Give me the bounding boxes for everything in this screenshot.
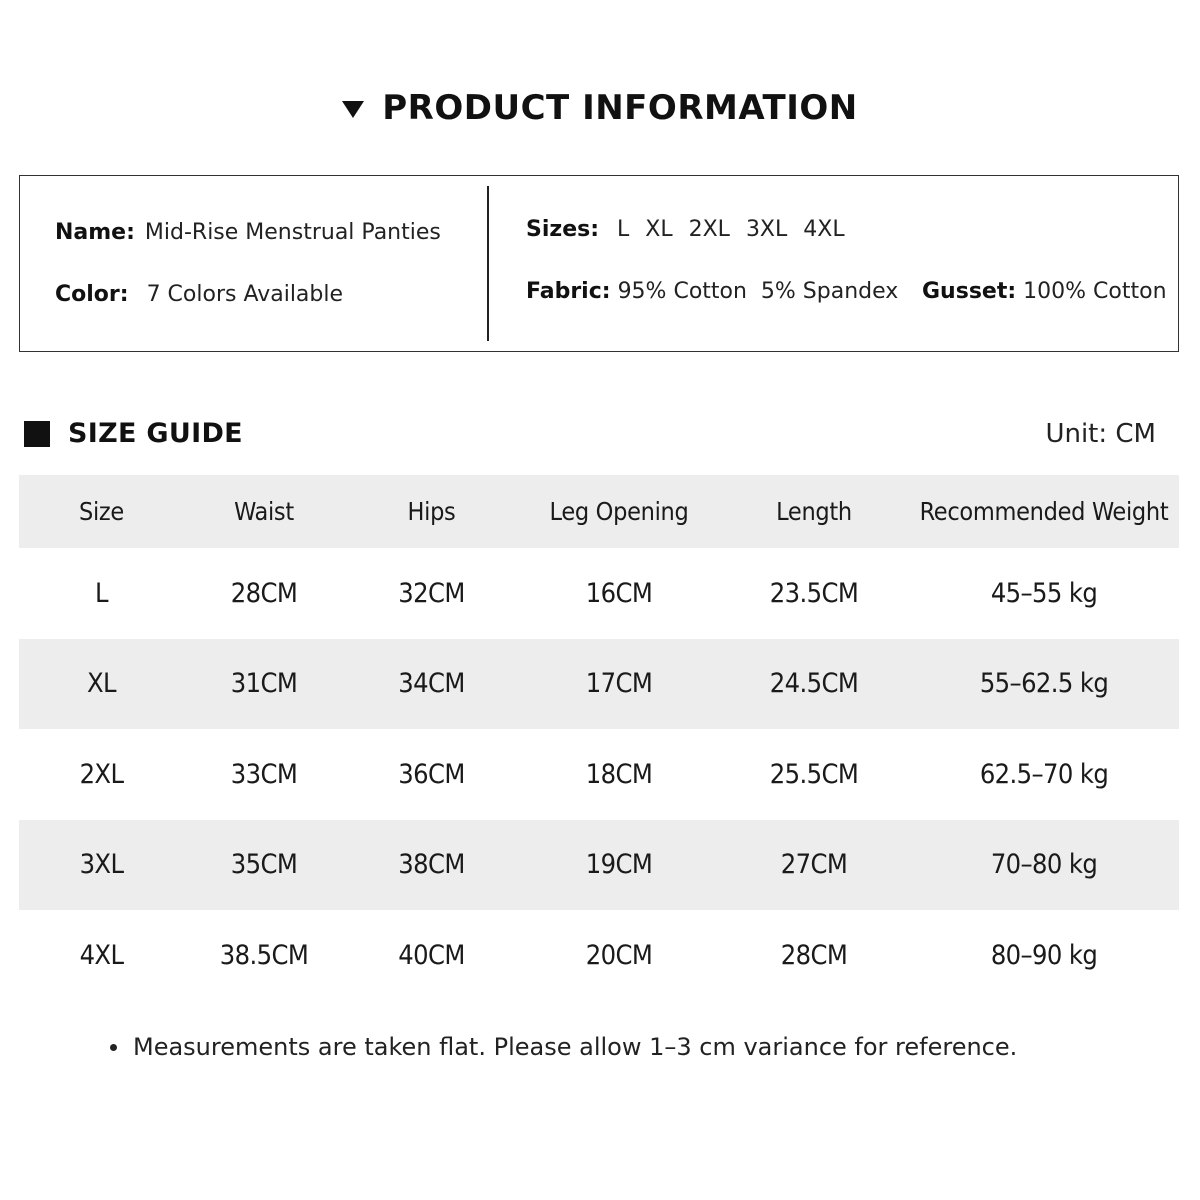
product-name-line bbox=[55, 220, 441, 245]
table-row bbox=[19, 639, 1179, 730]
table-cell: L bbox=[95, 577, 108, 609]
page-title: PRODUCT INFORMATION bbox=[382, 88, 858, 128]
size-guide-title-group bbox=[24, 418, 243, 449]
fabric-value: 95% Cotton 5% Spandex bbox=[617, 279, 899, 304]
unit-label: Unit: CM bbox=[1045, 418, 1156, 449]
table-cell: 24.5CM bbox=[769, 668, 859, 700]
table-row bbox=[19, 910, 1179, 1001]
column-header: Waist bbox=[234, 497, 294, 526]
product-fabric-line bbox=[526, 279, 898, 304]
size-option: 4XL bbox=[803, 217, 845, 242]
fabric-label: Fabric: bbox=[526, 279, 611, 304]
table-cell: 31CM bbox=[230, 668, 298, 700]
column-header: Size bbox=[79, 497, 124, 526]
table-row bbox=[19, 729, 1179, 820]
table-cell: 55–62.5 kg bbox=[979, 668, 1109, 700]
table-cell: 17CM bbox=[585, 668, 653, 700]
column-header: Recommended Weight bbox=[919, 497, 1169, 526]
product-sizes-line bbox=[526, 217, 845, 242]
product-color-line bbox=[55, 282, 343, 307]
sizes-label: Sizes: bbox=[526, 217, 600, 242]
table-cell: 45–55 kg bbox=[990, 577, 1098, 609]
table-cell: 34CM bbox=[398, 668, 465, 700]
name-label: Name: bbox=[55, 220, 135, 245]
section-title: SIZE GUIDE bbox=[68, 418, 243, 449]
table-cell: 62.5–70 kg bbox=[979, 758, 1109, 790]
table-cell: 40CM bbox=[398, 939, 465, 971]
color-value: 7 Colors Available bbox=[146, 282, 344, 307]
table-row bbox=[19, 820, 1179, 911]
note-text: Measurements are taken flat. Please allow 1–3 cm variance for reference. bbox=[133, 1033, 1018, 1061]
color-label: Color: bbox=[55, 282, 129, 307]
gusset-value: 100% Cotton bbox=[1023, 279, 1167, 304]
bullet-icon bbox=[110, 1044, 117, 1051]
table-cell: 32CM bbox=[398, 577, 465, 609]
table-cell: 35CM bbox=[230, 849, 298, 881]
table-cell: 2XL bbox=[79, 758, 124, 790]
table-cell: 38.5CM bbox=[219, 939, 309, 971]
table-cell: 25.5CM bbox=[769, 758, 859, 790]
page-header bbox=[0, 88, 1200, 128]
column-header: Leg Opening bbox=[549, 497, 689, 526]
name-value: Mid-Rise Menstrual Panties bbox=[144, 220, 441, 245]
measurement-note bbox=[110, 1033, 1017, 1061]
square-icon bbox=[24, 421, 50, 447]
table-cell: 70–80 kg bbox=[990, 849, 1098, 881]
table-cell: XL bbox=[87, 668, 116, 700]
table-cell: 4XL bbox=[79, 939, 124, 971]
table-cell: 16CM bbox=[585, 577, 653, 609]
table-cell: 27CM bbox=[780, 849, 848, 881]
info-divider bbox=[487, 186, 489, 341]
table-header-row bbox=[19, 475, 1179, 548]
table-cell: 28CM bbox=[230, 577, 298, 609]
column-header: Hips bbox=[407, 497, 456, 526]
size-guide-table bbox=[19, 475, 1179, 1001]
table-cell: 36CM bbox=[398, 758, 465, 790]
size-guide-header bbox=[24, 418, 1156, 449]
table-cell: 19CM bbox=[585, 849, 653, 881]
table-cell: 23.5CM bbox=[769, 577, 859, 609]
table-row bbox=[19, 548, 1179, 639]
table-cell: 20CM bbox=[585, 939, 653, 971]
product-info-box bbox=[19, 175, 1179, 352]
size-option: 3XL bbox=[745, 217, 788, 242]
triangle-down-icon bbox=[342, 101, 364, 118]
product-gusset-line bbox=[922, 279, 1167, 304]
table-cell: 80–90 kg bbox=[990, 939, 1098, 971]
size-option: 2XL bbox=[688, 217, 730, 242]
table-cell: 28CM bbox=[780, 939, 848, 971]
table-cell: 18CM bbox=[585, 758, 653, 790]
table-cell: 38CM bbox=[398, 849, 465, 881]
size-option: XL bbox=[645, 217, 673, 242]
table-cell: 33CM bbox=[230, 758, 298, 790]
size-option: L bbox=[617, 217, 630, 242]
gusset-label: Gusset: bbox=[922, 279, 1017, 304]
column-header: Length bbox=[776, 497, 852, 526]
table-cell: 3XL bbox=[79, 849, 124, 881]
